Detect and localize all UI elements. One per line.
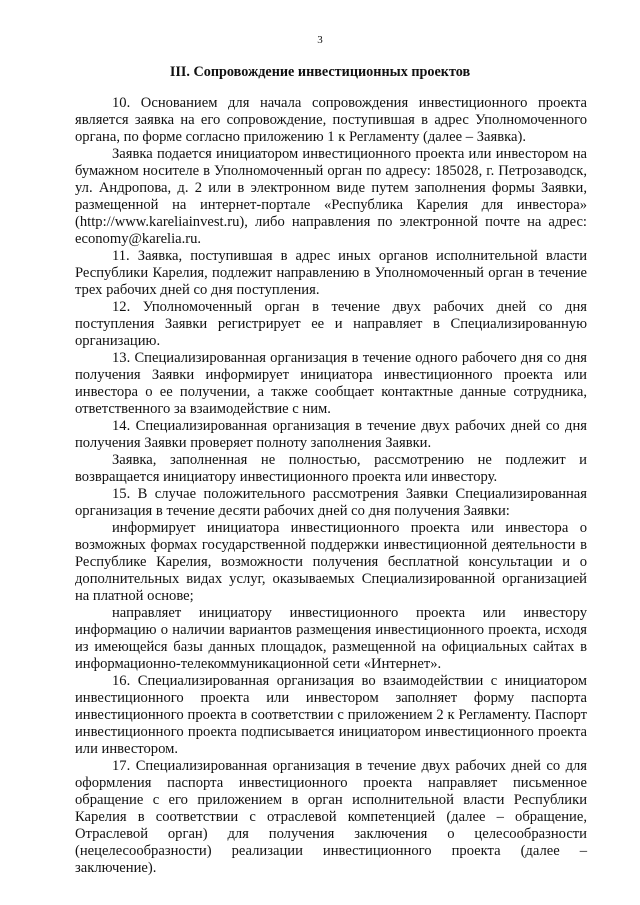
paragraph: направляет инициатору инвестиционного проекта или инвестору информацию о наличии вариантов размещения инвестиционного проекта, исходя из имеющейся базы данных площадок, размещенной на официальных сайтах в информационно-телекоммуникационной сети «Интернет». [75, 605, 587, 672]
paragraph: Заявка подается инициатором инвестиционного проекта или инвестором на бумажном носителе в Уполномоченный орган по адресу: 185028, г. Петрозаводск, ул. Андропова, д. 2 или в электронном виде путем заполнения формы Заявки, размещенной на интернет-портале «Республика Карелия для инвестора» (http://www.kareliainvest.ru), либо направления по электронной почте на адрес: economy@karelia.ru. [75, 146, 587, 247]
paragraph: информирует инициатора инвестиционного проекта или инвестора о возможных формах государственной поддержки инвестиционной деятельности в Республике Карелия, возможности получения бесплатной консультации и о дополнительных видах услуг, оказываемых Специализированной организацией на платной основе; [75, 520, 587, 604]
paragraph: 13. Специализированная организация в течение одного рабочего дня со дня получения Заявки информирует инициатора инвестиционного проекта или инвестора о ее получении, а также сообщает контактные данные сотрудника, ответственного за взаимодействие с ним. [75, 350, 587, 417]
paragraph: 17. Специализированная организация в течение двух рабочих дней со для оформления паспорта инвестиционного проекта направляет письменное обращение с его приложением в орган исполнительной власти Республики Карелия в соответствии с отраслевой компетенцией (далее – обращение, Отраслевой орган) для получения заключения о целесообразности (нецелесообразности) реализации инвестиционного проекта (далее – заключение). [75, 758, 587, 876]
paragraph: 12. Уполномоченный орган в течение двух рабочих дней со дня поступления Заявки регистрирует ее и направляет в Специализированную организацию. [75, 299, 587, 349]
paragraph: 15. В случае положительного рассмотрения Заявки Специализированная организация в течение десяти рабочих дней со дня получения Заявки: [75, 486, 587, 519]
paragraph: 11. Заявка, поступившая в адрес иных органов исполнительной власти Республики Карелия, подлежит направлению в Уполномоченный орган в течение трех рабочих дней со дня поступления. [75, 248, 587, 298]
paragraph: 10. Основанием для начала сопровождения инвестиционного проекта является заявка на его сопровождение, поступившая в адрес Уполномоченного органа, по форме согласно приложению 1 к Регламенту (далее – Заявка). [75, 95, 587, 145]
document-body [75, 95, 587, 877]
paragraph: 14. Специализированная организация в течение двух рабочих дней со дня получения Заявки проверяет полноту заполнения Заявки. [75, 418, 587, 451]
page-number: 3 [317, 34, 323, 46]
paragraph: Заявка, заполненная не полностью, рассмотрению не подлежит и возвращается инициатору инвестиционного проекта или инвестору. [75, 452, 587, 485]
paragraph: 16. Специализированная организация во взаимодействии с инициатором инвестиционного проекта или инвестором заполняет форму паспорта инвестиционного проекта в соответствии с приложением 2 к Регламенту. Паспорт инвестиционного проекта подписывается инициатором инвестиционного проекта или инвестором. [75, 673, 587, 757]
section-title: III. Сопровождение инвестиционных проектов [169, 64, 471, 80]
